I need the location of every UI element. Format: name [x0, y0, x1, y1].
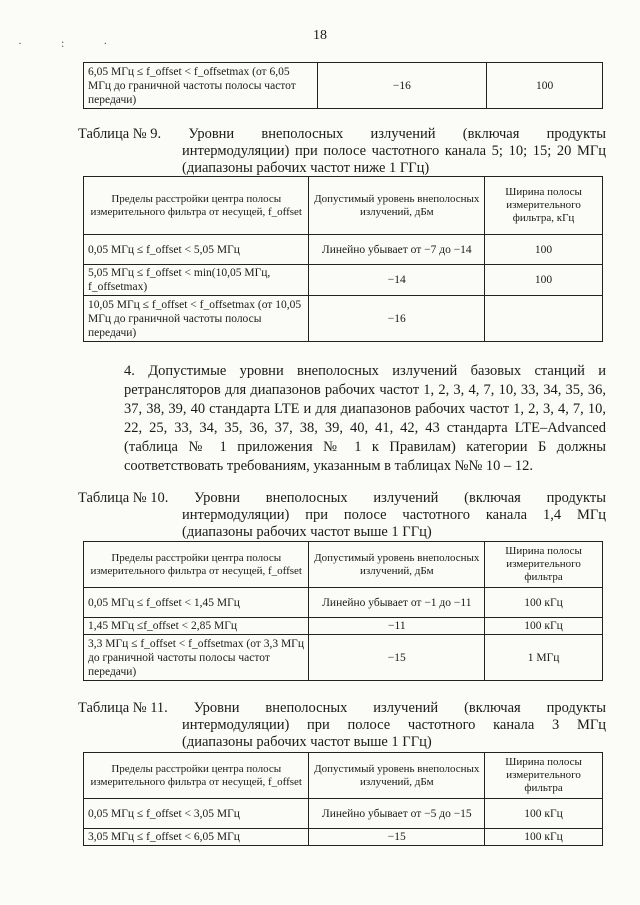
caption-line3: (диапазоны рабочих частот выше 1 ГГц) — [182, 734, 432, 750]
column-header: Допустимый уровень внеполосных излучений, дБм — [309, 542, 485, 588]
offset-range-cell: 10,05 МГц ≤ f_offset < f_offsetmax (от 10,05 МГц до граничной частоты полосы передачи) — [84, 296, 309, 342]
emission-level-cell: −15 — [309, 635, 485, 681]
caption-word: продукты — [546, 126, 606, 142]
emission-level-cell: −16 — [317, 63, 487, 109]
bandwidth-cell: 100 кГц — [485, 618, 603, 635]
paragraph-text: 4. Допустимые уровни внеполосных излучений базовых станций и ретрансляторов для диапазонов рабочих частот 1, 2, 3, 4, 7, 10, 33, 34, 35, 36, 37, 38, 39, 40 стандарта LTE и для диапазонов рабочих частот 1, 2, 3, 4, 7, 10, 22, 25, 33, 34, 35, 36, 37, 38, 39, 40, 41, 42, 43 стандарта LTE–Advanced (таблица № 1 приложения № 1 к Правилам) категории Б должны соответствовать требованиям, указанным в таблицах №№ 10 – 12. — [124, 363, 606, 474]
margin-marks: · : · — [18, 36, 126, 50]
caption-line3: (диапазоны рабочих частот ниже 1 ГГц) — [182, 160, 430, 176]
paragraph-4 — [78, 362, 606, 476]
table-row — [84, 588, 603, 618]
table10-caption — [78, 490, 606, 541]
caption-word: излучений — [370, 126, 436, 142]
caption-line1 — [78, 490, 606, 507]
table11-caption — [78, 700, 606, 751]
caption-line3: (диапазоны рабочих частот выше 1 ГГц) — [182, 524, 432, 540]
column-header: Пределы расстройки центра полосы измерительного фильтра от несущей, f_offset — [84, 542, 309, 588]
table10 — [83, 541, 603, 681]
offset-range-cell: 0,05 МГц ≤ f_offset < 3,05 МГц — [84, 799, 309, 829]
column-header: Ширина полосы измерительного фильтра — [485, 542, 603, 588]
table-row — [84, 296, 603, 342]
table-row — [84, 635, 603, 681]
bandwidth-cell: 100 кГц — [485, 799, 603, 829]
column-header: Пределы расстройки центра полосы измерительного фильтра от несущей, f_offset — [84, 753, 309, 799]
bandwidth-cell: 100 кГц — [485, 588, 603, 618]
table-header-row — [84, 542, 603, 588]
column-header: Допустимый уровень внеполосных излучений, дБм — [309, 177, 485, 235]
offset-range-cell: 3,05 МГц ≤ f_offset < 6,05 МГц — [84, 829, 309, 846]
table-row — [84, 63, 603, 109]
table-row — [84, 799, 603, 829]
bandwidth-cell: 100 — [485, 265, 603, 296]
bandwidth-cell: 100 кГц — [485, 829, 603, 846]
column-header: Ширина полосы измерительного фильтра, кГц — [485, 177, 603, 235]
caption-label: Таблица № 10. — [78, 490, 169, 506]
emission-level-cell: Линейно убывает от −1 до −11 — [309, 588, 485, 618]
caption-line2: интермодуляции) при полосе частотного канала 1,4 МГц — [182, 507, 606, 523]
bandwidth-cell — [485, 296, 603, 342]
caption-line1 — [78, 126, 606, 143]
table-header-row — [84, 177, 603, 235]
table-row — [84, 265, 603, 296]
column-header: Пределы расстройки центра полосы измерительного фильтра от несущей, f_offset — [84, 177, 309, 235]
column-header: Ширина полосы измерительного фильтра — [485, 753, 603, 799]
caption-word: (включая — [464, 490, 521, 506]
caption-label: Таблица № 9. — [78, 126, 162, 142]
caption-word: внеполосных — [265, 700, 348, 716]
caption-word: излучений — [373, 700, 439, 716]
bandwidth-cell: 100 — [487, 63, 603, 109]
caption-line2: интермодуляции) при полосе частотного канала 3 МГц — [182, 717, 606, 733]
emission-level-cell: −14 — [309, 265, 485, 296]
emission-level-cell: Линейно убывает от −7 до −14 — [309, 235, 485, 265]
table9 — [83, 176, 603, 342]
offset-range-cell: 3,3 МГц ≤ f_offset < f_offsetmax (от 3,3 МГц до граничной частоты полосы частот передачи) — [84, 635, 309, 681]
table-continuation — [83, 62, 603, 109]
table-header-row — [84, 753, 603, 799]
caption-word: Уровни — [188, 126, 235, 142]
caption-word: излучений — [373, 490, 439, 506]
table-row — [84, 618, 603, 635]
bandwidth-cell: 100 — [485, 235, 603, 265]
table9-caption — [78, 126, 606, 177]
emission-level-cell: −16 — [309, 296, 485, 342]
caption-word: Уровни — [193, 700, 240, 716]
caption-word: (включая — [462, 126, 520, 142]
offset-range-cell: 6,05 МГц ≤ f_offset < f_offsetmax (от 6,05 МГц до граничной частоты полосы частот передачи) — [84, 63, 318, 109]
caption-line2: интермодуляции) при полосе частотного канала 5; 10; 15; 20 МГц — [182, 143, 606, 159]
emission-level-cell: −11 — [309, 618, 485, 635]
caption-word: продукты — [546, 490, 606, 506]
caption-word: Уровни — [194, 490, 240, 506]
table-row — [84, 235, 603, 265]
table11 — [83, 752, 603, 846]
column-header: Допустимый уровень внеполосных излучений, дБм — [309, 753, 485, 799]
caption-word: внеполосных — [265, 490, 348, 506]
caption-word: продукты — [546, 700, 606, 716]
offset-range-cell: 0,05 МГц ≤ f_offset < 5,05 МГц — [84, 235, 309, 265]
caption-line1 — [78, 700, 606, 717]
caption-word: (включая — [464, 700, 521, 716]
caption-word: внеполосных — [261, 126, 344, 142]
table-row — [84, 829, 603, 846]
bandwidth-cell: 1 МГц — [485, 635, 603, 681]
emission-level-cell: Линейно убывает от −5 до −15 — [309, 799, 485, 829]
offset-range-cell: 5,05 МГц ≤ f_offset < min(10,05 МГц, f_offsetmax) — [84, 265, 309, 296]
emission-level-cell: −15 — [309, 829, 485, 846]
page-number: 18 — [313, 28, 327, 43]
caption-label: Таблица № 11. — [78, 700, 168, 716]
offset-range-cell: 0,05 МГц ≤ f_offset < 1,45 МГц — [84, 588, 309, 618]
offset-range-cell: 1,45 МГц ≤f_offset < 2,85 МГц — [84, 618, 309, 635]
